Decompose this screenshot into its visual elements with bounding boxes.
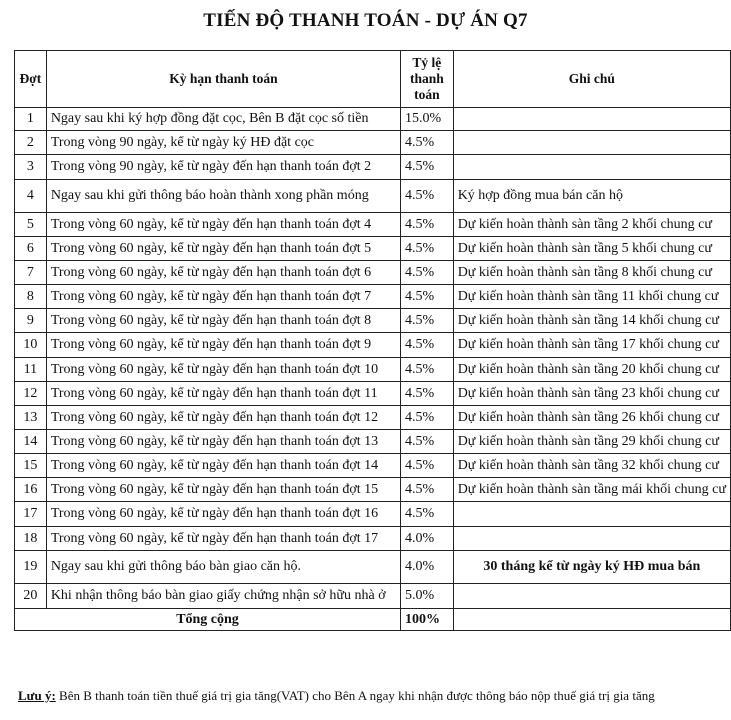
table-row — [15, 454, 731, 478]
row-ghi-chu — [453, 155, 730, 180]
row-ty-le: 4.5% — [401, 285, 454, 309]
header-ty-le: Tỷ lệ thanh toán — [401, 51, 454, 108]
header-ky-han: Kỳ hạn thanh toán — [46, 51, 400, 108]
row-ty-le: 4.5% — [401, 309, 454, 333]
row-ty-le: 4.5% — [401, 180, 454, 213]
row-ky-han: Trong vòng 60 ngày, kể từ ngày đến hạn thanh toán đợt 11 — [46, 382, 400, 406]
row-dot: 4 — [15, 180, 47, 213]
row-ky-han: Trong vòng 60 ngày, kể từ ngày đến hạn thanh toán đợt 9 — [46, 333, 400, 358]
row-ghi-chu — [453, 584, 730, 609]
table-row — [15, 333, 731, 358]
row-dot: 9 — [15, 309, 47, 333]
row-ghi-chu: Dự kiến hoàn thành sàn tầng 14 khối chung cư — [453, 309, 730, 333]
table-row — [15, 478, 731, 502]
table-row — [15, 551, 731, 584]
footnote-text: Bên B thanh toán tiền thuế giá trị gia tăng(VAT) cho Bên A ngay khi nhận được thông báo nộp thuế giá trị gia tăng — [55, 688, 655, 703]
table-row — [15, 527, 731, 551]
table-row — [15, 502, 731, 527]
row-ky-han: Ngay sau khi ký hợp đồng đặt cọc, Bên B đặt cọc số tiền — [46, 108, 400, 131]
table-row — [15, 285, 731, 309]
table-row — [15, 108, 731, 131]
header-ghi-chu: Ghi chú — [453, 51, 730, 108]
row-dot: 11 — [15, 358, 47, 382]
row-ty-le: 4.0% — [401, 527, 454, 551]
row-dot: 3 — [15, 155, 47, 180]
row-ty-le: 4.5% — [401, 333, 454, 358]
row-dot: 14 — [15, 430, 47, 454]
row-ghi-chu: 30 tháng kể từ ngày ký HĐ mua bán — [453, 551, 730, 584]
row-dot: 8 — [15, 285, 47, 309]
table-row — [15, 358, 731, 382]
row-ty-le: 4.5% — [401, 382, 454, 406]
row-ky-han: Trong vòng 90 ngày, kể từ ngày đến hạn thanh toán đợt 2 — [46, 155, 400, 180]
table-row — [15, 213, 731, 237]
row-dot: 2 — [15, 131, 47, 155]
row-ghi-chu — [453, 108, 730, 131]
row-dot: 5 — [15, 213, 47, 237]
row-ghi-chu: Dự kiến hoàn thành sàn tầng 8 khối chung cư — [453, 261, 730, 285]
row-ty-le: 4.5% — [401, 502, 454, 527]
row-ty-le: 4.0% — [401, 551, 454, 584]
row-ty-le: 4.5% — [401, 237, 454, 261]
row-ghi-chu: Dự kiến hoàn thành sàn tầng 23 khối chung cư — [453, 382, 730, 406]
row-ky-han: Trong vòng 60 ngày, kể từ ngày đến hạn thanh toán đợt 8 — [46, 309, 400, 333]
row-ky-han: Trong vòng 60 ngày, kể từ ngày đến hạn thanh toán đợt 15 — [46, 478, 400, 502]
row-ky-han: Trong vòng 60 ngày, kể từ ngày đến hạn thanh toán đợt 6 — [46, 261, 400, 285]
footnote — [18, 688, 655, 704]
row-dot: 20 — [15, 584, 47, 609]
table-row — [15, 584, 731, 609]
table-row — [15, 237, 731, 261]
row-ty-le: 15.0% — [401, 108, 454, 131]
header-dot: Đợt — [15, 51, 47, 108]
row-ky-han: Trong vòng 60 ngày, kể từ ngày đến hạn thanh toán đợt 17 — [46, 527, 400, 551]
row-ghi-chu: Dự kiến hoàn thành sàn tầng 17 khối chung cư — [453, 333, 730, 358]
row-ky-han: Trong vòng 60 ngày, kể từ ngày đến hạn thanh toán đợt 5 — [46, 237, 400, 261]
table-row — [15, 155, 731, 180]
row-dot: 7 — [15, 261, 47, 285]
row-dot: 19 — [15, 551, 47, 584]
row-ky-han: Trong vòng 60 ngày, kể từ ngày đến hạn thanh toán đợt 4 — [46, 213, 400, 237]
row-dot: 15 — [15, 454, 47, 478]
row-ty-le: 5.0% — [401, 584, 454, 609]
row-ky-han: Trong vòng 60 ngày, kể từ ngày đến hạn thanh toán đợt 14 — [46, 454, 400, 478]
document-title: TIẾN ĐỘ THANH TOÁN - DỰ ÁN Q7 — [203, 10, 528, 31]
table-row — [15, 382, 731, 406]
row-ghi-chu — [453, 502, 730, 527]
row-ghi-chu: Dự kiến hoàn thành sàn tầng 11 khối chung cư — [453, 285, 730, 309]
row-dot: 12 — [15, 382, 47, 406]
row-ky-han: Trong vòng 60 ngày, kể từ ngày đến hạn thanh toán đợt 7 — [46, 285, 400, 309]
row-dot: 13 — [15, 406, 47, 430]
row-ty-le: 4.5% — [401, 261, 454, 285]
row-ky-han: Trong vòng 60 ngày, kể từ ngày đến hạn thanh toán đợt 12 — [46, 406, 400, 430]
row-ghi-chu — [453, 131, 730, 155]
row-ky-han: Trong vòng 60 ngày, kể từ ngày đến hạn thanh toán đợt 10 — [46, 358, 400, 382]
table-row — [15, 261, 731, 285]
total-note — [453, 609, 730, 631]
row-ty-le: 4.5% — [401, 406, 454, 430]
row-ty-le: 4.5% — [401, 131, 454, 155]
row-ghi-chu: Dự kiến hoàn thành sàn tầng 26 khối chung cư — [453, 406, 730, 430]
table-header-row — [15, 51, 731, 108]
row-ky-han: Ngay sau khi gửi thông báo hoàn thành xong phần móng — [46, 180, 400, 213]
row-ty-le: 4.5% — [401, 478, 454, 502]
row-dot: 17 — [15, 502, 47, 527]
footnote-label: Lưu ý: — [18, 688, 56, 703]
row-ky-han: Trong vòng 90 ngày, kể từ ngày ký HĐ đặt cọc — [46, 131, 400, 155]
row-ty-le: 4.5% — [401, 454, 454, 478]
row-dot: 18 — [15, 527, 47, 551]
row-ky-han: Trong vòng 60 ngày, kể từ ngày đến hạn thanh toán đợt 13 — [46, 430, 400, 454]
row-ghi-chu: Dự kiến hoàn thành sàn tầng 29 khối chung cư — [453, 430, 730, 454]
row-ghi-chu: Dự kiến hoàn thành sàn tầng 20 khối chung cư — [453, 358, 730, 382]
row-ghi-chu — [453, 527, 730, 551]
table-row — [15, 131, 731, 155]
table-row — [15, 406, 731, 430]
row-ky-han: Khi nhận thông báo bàn giao giấy chứng nhận sở hữu nhà ở — [46, 584, 400, 609]
total-row — [15, 609, 731, 631]
row-ty-le: 4.5% — [401, 358, 454, 382]
table-row — [15, 309, 731, 333]
row-ghi-chu: Dự kiến hoàn thành sàn tầng 2 khối chung cư — [453, 213, 730, 237]
row-ky-han: Ngay sau khi gửi thông báo bàn giao căn hộ. — [46, 551, 400, 584]
total-value: 100% — [401, 609, 454, 631]
payment-schedule-table — [14, 50, 731, 631]
table-row — [15, 430, 731, 454]
row-ghi-chu: Dự kiến hoàn thành sàn tầng mái khối chung cư — [453, 478, 730, 502]
row-dot: 10 — [15, 333, 47, 358]
row-dot: 16 — [15, 478, 47, 502]
table-row — [15, 180, 731, 213]
row-ty-le: 4.5% — [401, 155, 454, 180]
total-label: Tổng cộng — [15, 609, 401, 631]
row-ty-le: 4.5% — [401, 213, 454, 237]
row-dot: 1 — [15, 108, 47, 131]
row-ty-le: 4.5% — [401, 430, 454, 454]
row-ghi-chu: Ký hợp đồng mua bán căn hộ — [453, 180, 730, 213]
row-ghi-chu: Dự kiến hoàn thành sàn tầng 5 khối chung cư — [453, 237, 730, 261]
row-ghi-chu: Dự kiến hoàn thành sàn tầng 32 khối chung cư — [453, 454, 730, 478]
row-ky-han: Trong vòng 60 ngày, kể từ ngày đến hạn thanh toán đợt 16 — [46, 502, 400, 527]
row-dot: 6 — [15, 237, 47, 261]
